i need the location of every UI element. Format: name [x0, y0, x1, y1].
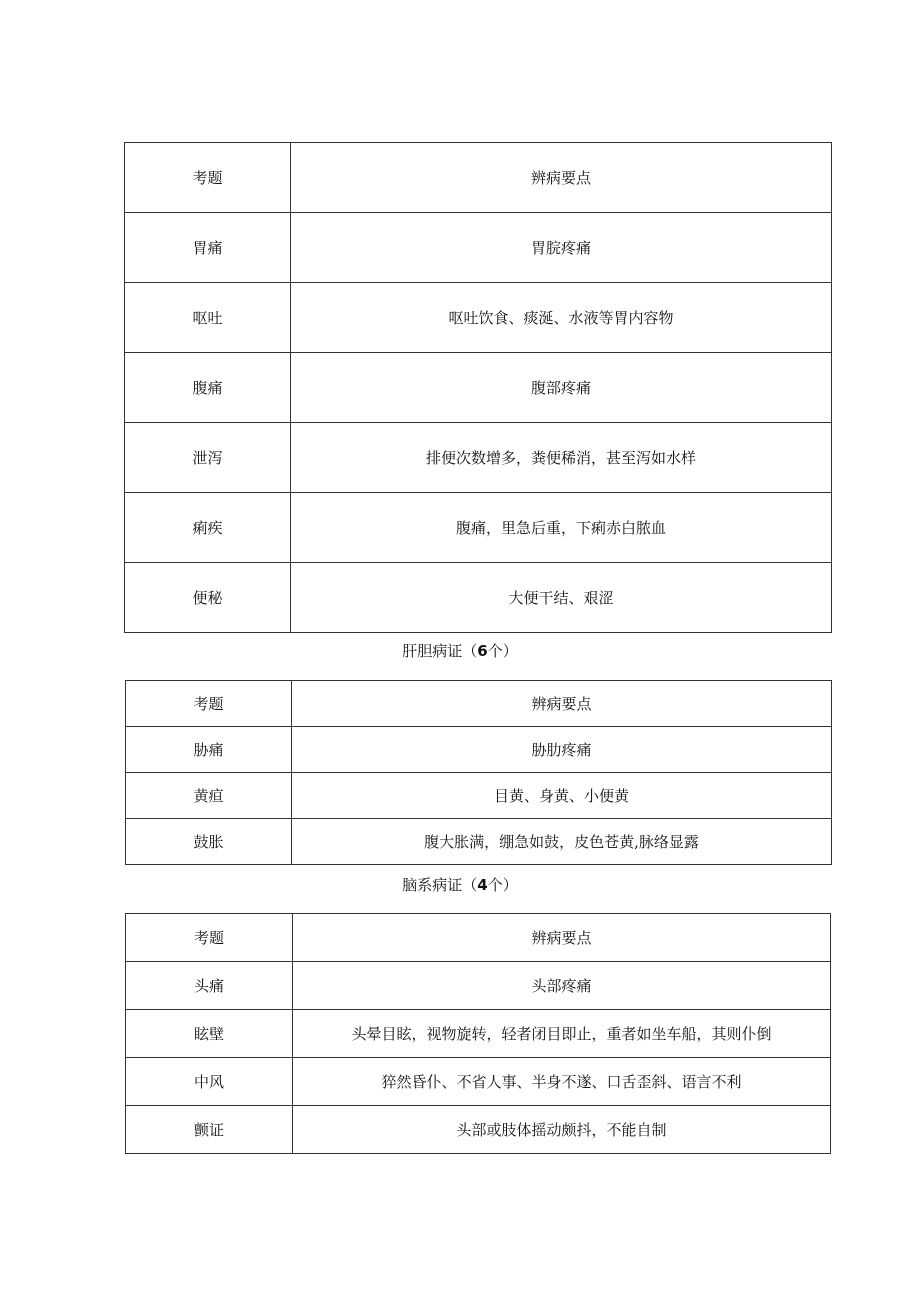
row-points: 猝然昏仆、不省人事、半身不遂、口舌歪斜、语言不利 — [293, 1058, 831, 1106]
row-topic: 头痛 — [126, 962, 293, 1010]
table-row — [125, 213, 832, 283]
table-row — [125, 563, 832, 633]
row-topic: 胁痛 — [126, 727, 292, 773]
header-topic: 考题 — [126, 914, 293, 962]
header-points: 辨病要点 — [292, 681, 832, 727]
header-topic: 考题 — [125, 143, 291, 213]
table-row — [125, 493, 832, 563]
row-topic: 便秘 — [125, 563, 291, 633]
section-count-number: 6 — [477, 642, 488, 660]
table-row — [125, 353, 832, 423]
row-points: 腹大胀满，绷急如鼓，皮色苍黄,脉络显露 — [292, 819, 832, 865]
row-topic: 痢疾 — [125, 493, 291, 563]
row-points: 头部疼痛 — [293, 962, 831, 1010]
table-row — [125, 283, 832, 353]
section-title-brain — [0, 874, 920, 895]
header-points: 辨病要点 — [293, 914, 831, 962]
table-row — [126, 1010, 831, 1058]
row-points: 大便干结、艰涩 — [291, 563, 832, 633]
header-points: 辨病要点 — [291, 143, 832, 213]
row-points: 呕吐饮食、痰涎、水液等胃内容物 — [291, 283, 832, 353]
table-row — [125, 423, 832, 493]
row-points: 腹痛，里急后重，下痢赤白脓血 — [291, 493, 832, 563]
section-count-open: （ — [462, 642, 478, 660]
section-title-text: 肝胆病证 — [402, 642, 463, 660]
row-points: 头晕目眩，视物旋转，轻者闭目即止，重者如坐车船，其则仆倒 — [293, 1010, 831, 1058]
header-topic: 考题 — [126, 681, 292, 727]
table-header-row — [126, 914, 831, 962]
row-topic: 泄泻 — [125, 423, 291, 493]
section-title-liver-gallbladder — [0, 640, 920, 661]
table-stomach-intestine — [124, 142, 832, 633]
section-count-close: 个） — [487, 876, 518, 894]
row-topic: 黄疸 — [126, 773, 292, 819]
row-topic: 眩壁 — [126, 1010, 293, 1058]
row-topic: 腹痛 — [125, 353, 291, 423]
row-topic: 中风 — [126, 1058, 293, 1106]
table-brain — [125, 913, 831, 1154]
table-row — [126, 962, 831, 1010]
section-count-open: （ — [462, 876, 478, 894]
table-row — [126, 819, 832, 865]
table-row — [126, 1106, 831, 1154]
row-topic: 胃痛 — [125, 213, 291, 283]
section-count-close: 个） — [487, 642, 518, 660]
table-row — [126, 1058, 831, 1106]
row-topic: 呕吐 — [125, 283, 291, 353]
table-header-row — [125, 143, 832, 213]
row-points: 胁肋疼痛 — [292, 727, 832, 773]
table-row — [126, 773, 832, 819]
table-row — [126, 727, 832, 773]
row-points: 腹部疼痛 — [291, 353, 832, 423]
table-header-row — [126, 681, 832, 727]
row-topic: 鼓胀 — [126, 819, 292, 865]
section-title-text: 脑系病证 — [402, 876, 463, 894]
row-topic: 颤证 — [126, 1106, 293, 1154]
table-liver-gallbladder — [125, 680, 832, 865]
row-points: 胃脘疼痛 — [291, 213, 832, 283]
row-points: 目黄、身黄、小便黄 — [292, 773, 832, 819]
row-points: 排便次数增多，粪便稀消，甚至泻如水样 — [291, 423, 832, 493]
row-points: 头部或肢体摇动颇抖，不能自制 — [293, 1106, 831, 1154]
section-count-number: 4 — [477, 876, 488, 894]
